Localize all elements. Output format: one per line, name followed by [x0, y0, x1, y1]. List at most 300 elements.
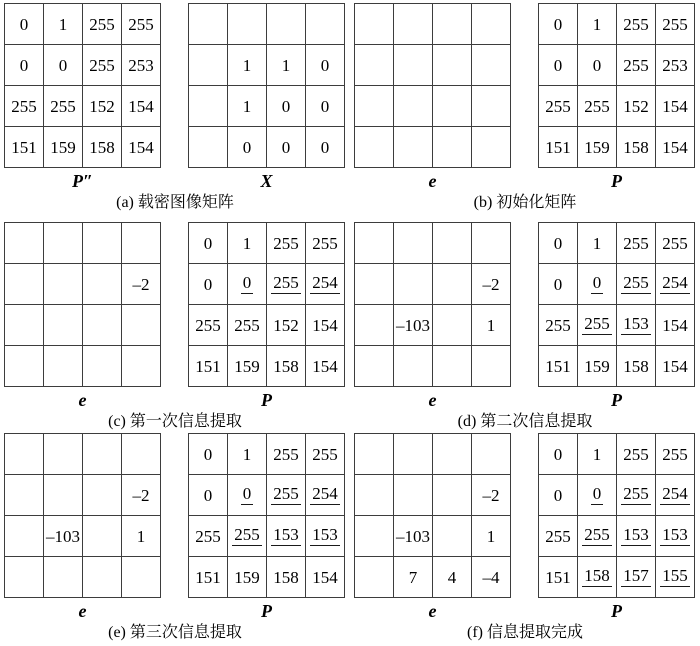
matrix-cell	[433, 516, 472, 557]
matrix-row	[355, 86, 511, 127]
figure-row	[0, 0, 700, 214]
panel-b	[350, 3, 700, 214]
matrix-label: P	[261, 601, 272, 621]
matrix-cell: 151	[189, 557, 228, 598]
matrix-cell	[44, 475, 83, 516]
matrix-row	[539, 4, 695, 45]
matrix-cell	[472, 86, 511, 127]
underlined-value: 255	[232, 526, 262, 547]
matrix-row	[355, 305, 511, 346]
matrix-cell: 154	[306, 346, 345, 387]
matrix-cell: 0	[539, 223, 578, 264]
matrix-cell	[472, 223, 511, 264]
matrix-row	[539, 223, 695, 264]
matrix-cell: 255	[44, 86, 83, 127]
underlined-value: 254	[660, 485, 690, 506]
matrix-cell: 253	[656, 45, 695, 86]
matrix-cell	[355, 516, 394, 557]
matrix-label: e	[428, 601, 437, 621]
matrix-cell	[578, 264, 617, 305]
matrix-grid	[538, 3, 695, 168]
underlined-value: 155	[660, 567, 690, 588]
matrix-cell: 158	[617, 127, 656, 168]
matrix-cell	[5, 557, 44, 598]
matrix-cell	[122, 346, 161, 387]
matrix-cell	[433, 45, 472, 86]
matrix-cell	[306, 264, 345, 305]
matrix-cell	[5, 434, 44, 475]
matrix-row	[189, 516, 345, 557]
matrix-cell	[578, 557, 617, 598]
matrix-row	[355, 557, 511, 598]
matrix-cell	[228, 4, 267, 45]
matrix-cell: 0	[539, 45, 578, 86]
matrix-cell: 154	[656, 127, 695, 168]
matrix-cell: 1	[228, 45, 267, 86]
matrix-cell	[617, 557, 656, 598]
matrix-row	[189, 264, 345, 305]
matrix-cell: 0	[267, 86, 306, 127]
matrix-row	[5, 127, 161, 168]
matrix-cell	[656, 557, 695, 598]
matrix-row	[5, 434, 161, 475]
matrix-cell: 158	[267, 557, 306, 598]
matrix-cell	[394, 223, 433, 264]
matrix-grid	[354, 433, 511, 598]
matrix-row	[355, 264, 511, 305]
matrix-cell: 158	[617, 346, 656, 387]
matrix-cell: 0	[306, 45, 345, 86]
matrix-block	[4, 222, 161, 411]
matrix-cell	[394, 86, 433, 127]
matrix-cell	[472, 4, 511, 45]
matrix-pair	[0, 3, 350, 192]
matrix-cell	[5, 475, 44, 516]
matrix-cell	[433, 4, 472, 45]
matrix-row	[539, 264, 695, 305]
matrix-cell	[355, 86, 394, 127]
underlined-value: 255	[582, 315, 612, 336]
panel-d	[350, 222, 700, 433]
matrix-cell	[394, 127, 433, 168]
matrix-cell: 154	[122, 127, 161, 168]
matrix-cell	[394, 264, 433, 305]
matrix-cell: 255	[122, 4, 161, 45]
matrix-cell	[5, 346, 44, 387]
matrix-row	[355, 127, 511, 168]
matrix-row	[539, 45, 695, 86]
matrix-cell: 255	[539, 305, 578, 346]
matrix-label: P	[611, 390, 622, 410]
matrix-cell: 154	[656, 346, 695, 387]
matrix-row	[189, 305, 345, 346]
matrix-cell: –103	[394, 516, 433, 557]
panel-a	[0, 3, 350, 214]
matrix-cell	[578, 516, 617, 557]
matrix-block	[538, 3, 695, 192]
matrix-cell	[617, 305, 656, 346]
matrix-cell	[83, 346, 122, 387]
underlined-value: 153	[310, 526, 340, 547]
matrix-row	[539, 434, 695, 475]
matrix-cell: 255	[267, 434, 306, 475]
matrix-cell	[355, 4, 394, 45]
matrix-row	[355, 475, 511, 516]
matrix-block	[188, 222, 345, 411]
matrix-cell	[306, 475, 345, 516]
panel-caption: (b) 初始化矩阵	[473, 194, 577, 211]
matrix-cell: 1	[578, 223, 617, 264]
matrix-cell: 1	[578, 434, 617, 475]
matrix-pair	[350, 222, 700, 411]
matrix-cell	[355, 346, 394, 387]
panel-c	[0, 222, 350, 433]
matrix-cell	[617, 264, 656, 305]
matrix-cell: 0	[539, 475, 578, 516]
matrix-cell	[472, 45, 511, 86]
matrix-row	[5, 264, 161, 305]
underlined-value: 254	[310, 485, 340, 506]
matrix-row	[189, 223, 345, 264]
matrix-row	[355, 434, 511, 475]
matrix-pair	[0, 433, 350, 622]
matrix-cell	[394, 475, 433, 516]
matrix-cell: 154	[306, 557, 345, 598]
panel-caption: (d) 第二次信息提取	[457, 413, 593, 430]
matrix-cell: 0	[306, 86, 345, 127]
matrix-grid	[354, 3, 511, 168]
matrix-block	[354, 433, 511, 622]
matrix-cell: 4	[433, 557, 472, 598]
matrix-cell	[228, 475, 267, 516]
matrix-cell: 0	[189, 264, 228, 305]
matrix-cell	[189, 86, 228, 127]
matrix-label: P″	[72, 171, 93, 191]
matrix-cell	[267, 516, 306, 557]
matrix-cell	[44, 434, 83, 475]
matrix-row	[539, 557, 695, 598]
matrix-row	[355, 45, 511, 86]
matrix-cell	[355, 223, 394, 264]
matrix-cell: 1	[578, 4, 617, 45]
matrix-cell: 152	[617, 86, 656, 127]
matrix-cell	[44, 223, 83, 264]
matrix-row	[189, 4, 345, 45]
matrix-cell: 159	[578, 346, 617, 387]
matrix-cell: 255	[617, 223, 656, 264]
figure-row	[0, 433, 700, 644]
matrix-block	[4, 433, 161, 622]
matrix-cell: 0	[578, 45, 617, 86]
matrix-cell	[578, 475, 617, 516]
matrix-cell: 1	[472, 305, 511, 346]
matrix-row	[5, 305, 161, 346]
matrix-cell	[355, 475, 394, 516]
matrix-grid	[4, 222, 161, 387]
matrix-row	[355, 346, 511, 387]
matrix-cell: –2	[472, 264, 511, 305]
matrix-cell: 255	[228, 305, 267, 346]
matrix-cell: 158	[267, 346, 306, 387]
matrix-cell	[267, 475, 306, 516]
matrix-row	[539, 127, 695, 168]
underlined-value: 0	[591, 485, 604, 506]
matrix-block	[188, 3, 345, 192]
matrix-cell	[122, 434, 161, 475]
matrix-cell: –2	[472, 475, 511, 516]
underlined-value: 157	[621, 567, 651, 588]
matrix-cell: 1	[228, 86, 267, 127]
matrix-cell: 255	[306, 434, 345, 475]
panel-caption: (c) 第一次信息提取	[108, 413, 242, 430]
matrix-cell: 1	[228, 434, 267, 475]
matrix-cell: 0	[267, 127, 306, 168]
matrix-cell	[433, 86, 472, 127]
matrix-cell	[656, 475, 695, 516]
matrix-cell: 1	[267, 45, 306, 86]
underlined-value: 255	[621, 274, 651, 295]
matrix-cell	[433, 346, 472, 387]
matrix-cell: 255	[617, 434, 656, 475]
matrix-cell	[122, 223, 161, 264]
matrix-cell: 255	[539, 86, 578, 127]
matrix-cell: 154	[656, 305, 695, 346]
underlined-value: 153	[660, 526, 690, 547]
matrix-grid	[354, 222, 511, 387]
matrix-cell: 255	[189, 516, 228, 557]
matrix-cell: –103	[44, 516, 83, 557]
matrix-cell	[656, 516, 695, 557]
matrix-cell: 151	[5, 127, 44, 168]
matrix-cell: 0	[228, 127, 267, 168]
matrix-label: P	[611, 171, 622, 191]
matrix-cell: 158	[83, 127, 122, 168]
matrix-label: e	[428, 390, 437, 410]
matrix-cell: 0	[5, 4, 44, 45]
matrix-grid	[188, 222, 345, 387]
matrix-cell: 255	[189, 305, 228, 346]
matrix-cell: 1	[44, 4, 83, 45]
matrix-grid	[188, 433, 345, 598]
matrix-cell	[83, 434, 122, 475]
matrix-cell	[189, 127, 228, 168]
matrix-cell: 255	[539, 516, 578, 557]
figure-row	[0, 222, 700, 433]
matrix-cell	[617, 516, 656, 557]
underlined-value: 255	[271, 274, 301, 295]
matrix-block	[354, 3, 511, 192]
panel-caption: (a) 载密图像矩阵	[116, 194, 234, 211]
underlined-value: 158	[582, 567, 612, 588]
matrix-cell: 0	[189, 475, 228, 516]
matrix-cell: 151	[189, 346, 228, 387]
matrix-block	[354, 222, 511, 411]
matrix-row	[189, 86, 345, 127]
matrix-cell	[394, 45, 433, 86]
matrix-row	[539, 346, 695, 387]
matrix-row	[189, 434, 345, 475]
matrix-cell: 255	[656, 223, 695, 264]
matrix-label: e	[78, 390, 87, 410]
matrix-cell	[5, 516, 44, 557]
matrix-label: e	[78, 601, 87, 621]
matrix-row	[355, 516, 511, 557]
matrix-cell: 0	[44, 45, 83, 86]
matrix-cell: 0	[539, 4, 578, 45]
matrix-cell: 159	[578, 127, 617, 168]
matrix-row	[539, 516, 695, 557]
matrix-cell	[189, 4, 228, 45]
matrix-cell: –2	[122, 475, 161, 516]
matrix-cell: 159	[44, 127, 83, 168]
matrix-cell	[83, 264, 122, 305]
matrix-cell: 0	[539, 264, 578, 305]
matrix-label: X	[260, 171, 273, 191]
matrix-cell: 151	[539, 557, 578, 598]
matrix-cell	[433, 475, 472, 516]
matrix-cell	[5, 305, 44, 346]
matrix-row	[5, 557, 161, 598]
matrix-cell: 7	[394, 557, 433, 598]
matrix-cell: 0	[306, 127, 345, 168]
matrix-row	[189, 127, 345, 168]
matrix-cell	[83, 305, 122, 346]
matrix-cell	[394, 346, 433, 387]
underlined-value: 255	[582, 526, 612, 547]
underlined-value: 255	[621, 485, 651, 506]
matrix-row	[189, 346, 345, 387]
underlined-value: 0	[241, 274, 254, 295]
matrix-cell	[122, 557, 161, 598]
matrix-row	[355, 223, 511, 264]
matrix-cell: 0	[189, 223, 228, 264]
matrix-block	[4, 3, 161, 192]
matrix-row	[539, 475, 695, 516]
matrix-cell: 159	[228, 557, 267, 598]
matrix-cell	[433, 305, 472, 346]
underlined-value: 153	[621, 526, 651, 547]
matrix-cell: 151	[539, 127, 578, 168]
matrix-cell	[44, 557, 83, 598]
matrix-label: e	[428, 171, 437, 191]
matrix-row	[539, 305, 695, 346]
matrix-cell	[83, 516, 122, 557]
matrix-row	[5, 223, 161, 264]
matrix-row	[5, 4, 161, 45]
panel-f	[350, 433, 700, 644]
matrix-grid	[4, 3, 161, 168]
matrix-cell	[306, 4, 345, 45]
matrix-row	[189, 45, 345, 86]
matrix-label: P	[611, 601, 622, 621]
matrix-cell: 255	[656, 4, 695, 45]
matrix-row	[5, 86, 161, 127]
matrix-cell: 1	[472, 516, 511, 557]
matrix-row	[5, 45, 161, 86]
matrix-cell: 154	[656, 86, 695, 127]
matrix-cell: 253	[122, 45, 161, 86]
matrix-cell	[394, 434, 433, 475]
underlined-value: 0	[241, 485, 254, 506]
matrix-row	[5, 475, 161, 516]
matrix-label: P	[261, 390, 272, 410]
matrix-row	[189, 557, 345, 598]
matrix-cell	[394, 4, 433, 45]
matrix-cell: 151	[539, 346, 578, 387]
matrix-cell: 154	[122, 86, 161, 127]
matrix-cell	[5, 264, 44, 305]
matrix-cell	[5, 223, 44, 264]
matrix-cell	[355, 557, 394, 598]
matrix-cell	[267, 4, 306, 45]
matrix-cell	[355, 127, 394, 168]
matrix-pair	[350, 3, 700, 192]
matrix-block	[188, 433, 345, 622]
matrix-cell	[433, 223, 472, 264]
matrix-cell	[228, 264, 267, 305]
matrix-cell	[472, 434, 511, 475]
matrix-cell	[355, 434, 394, 475]
matrix-row	[5, 516, 161, 557]
matrix-cell: 0	[539, 434, 578, 475]
matrix-cell	[433, 434, 472, 475]
matrix-cell: 1	[228, 223, 267, 264]
underlined-value: 255	[271, 485, 301, 506]
matrix-cell: –2	[122, 264, 161, 305]
panel-e	[0, 433, 350, 644]
matrix-cell	[122, 305, 161, 346]
matrix-pair	[350, 433, 700, 622]
matrix-cell	[355, 45, 394, 86]
matrix-cell	[44, 346, 83, 387]
matrix-cell	[472, 127, 511, 168]
matrix-cell: 1	[122, 516, 161, 557]
matrix-cell	[656, 264, 695, 305]
matrix-row	[539, 86, 695, 127]
underlined-value: 254	[310, 274, 340, 295]
underlined-value: 0	[591, 274, 604, 295]
matrix-cell: 255	[83, 4, 122, 45]
matrix-cell: 255	[656, 434, 695, 475]
underlined-value: 153	[621, 315, 651, 336]
underlined-value: 254	[660, 274, 690, 295]
matrix-cell	[617, 475, 656, 516]
matrix-cell: 152	[267, 305, 306, 346]
matrix-cell	[44, 305, 83, 346]
matrix-cell: 255	[267, 223, 306, 264]
underlined-value: 153	[271, 526, 301, 547]
matrix-cell	[228, 516, 267, 557]
matrix-cell: 255	[306, 223, 345, 264]
matrix-cell	[306, 516, 345, 557]
matrix-row	[355, 4, 511, 45]
matrix-row	[5, 346, 161, 387]
matrix-cell: 154	[306, 305, 345, 346]
matrix-cell: 0	[5, 45, 44, 86]
matrix-grid	[538, 222, 695, 387]
panel-caption: (f) 信息提取完成	[467, 624, 583, 641]
matrix-cell: 255	[578, 86, 617, 127]
matrix-grid	[4, 433, 161, 598]
matrix-cell	[83, 557, 122, 598]
matrix-cell	[578, 305, 617, 346]
matrix-pair	[0, 222, 350, 411]
matrix-cell: 0	[189, 434, 228, 475]
matrix-cell	[433, 264, 472, 305]
matrix-cell	[472, 346, 511, 387]
matrix-cell: 255	[5, 86, 44, 127]
matrix-grid	[188, 3, 345, 168]
